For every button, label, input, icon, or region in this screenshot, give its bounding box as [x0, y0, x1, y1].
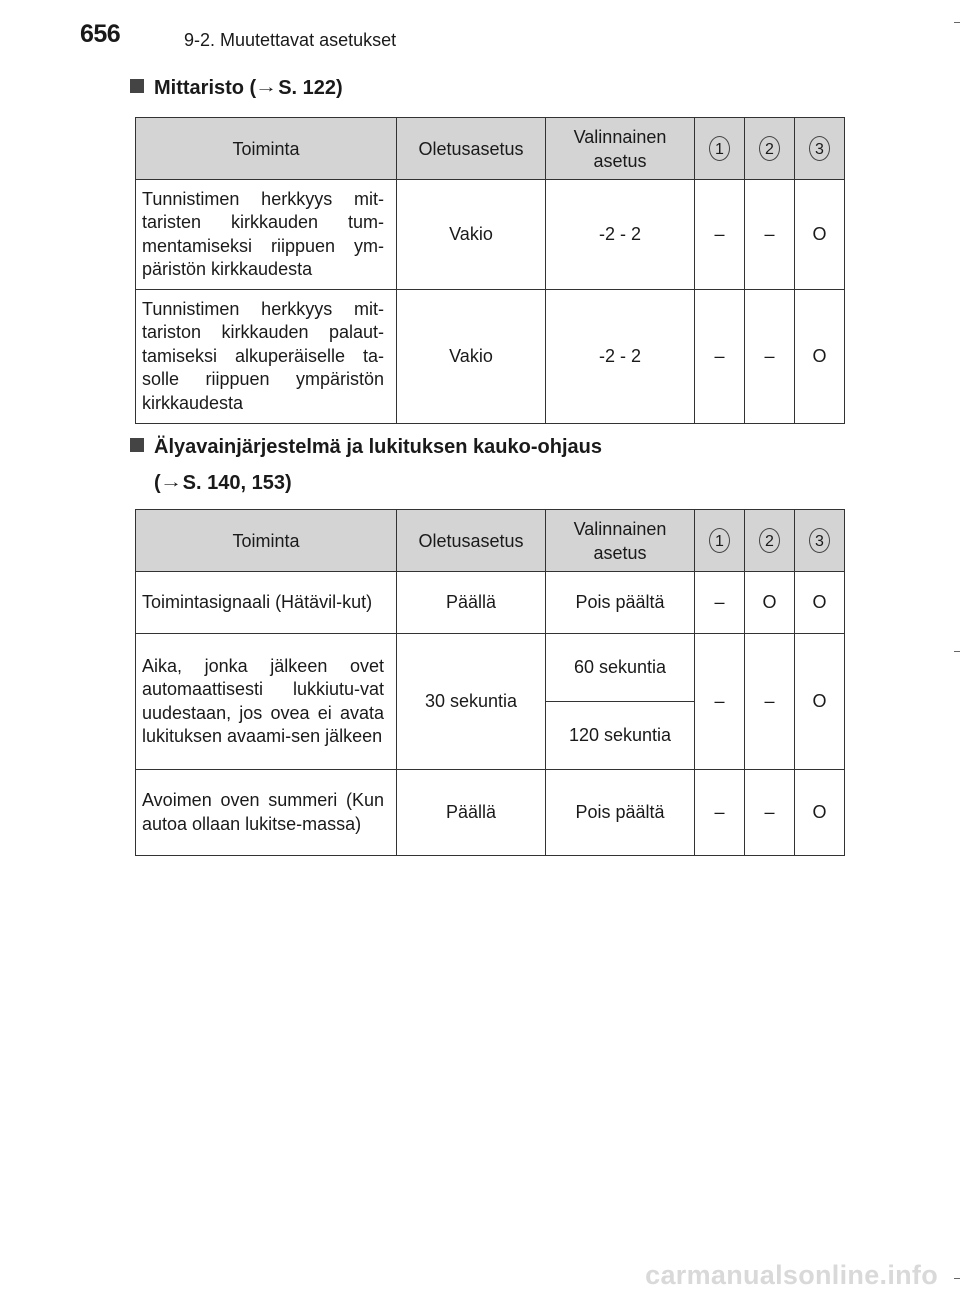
mode-3-cell: O [795, 572, 845, 634]
optional-cell: -2 - 2 [546, 290, 695, 424]
section-heading-instrument-cluster [130, 70, 343, 106]
settings-table-instrument-cluster [135, 117, 845, 424]
mode-2-cell: – [745, 770, 795, 856]
default-cell: Vakio [397, 180, 546, 290]
crop-mark [954, 22, 960, 23]
column-header-2 [745, 510, 795, 572]
reference-prefix: ( [154, 472, 161, 494]
page-number: 656 [80, 20, 121, 48]
section-heading-smart-key [130, 430, 602, 501]
optional-cell: 60 sekuntia [546, 634, 695, 702]
table-header-row [136, 510, 845, 572]
column-header-function: Toiminta [136, 510, 397, 572]
square-bullet-icon [130, 438, 144, 452]
column-header-1 [695, 510, 745, 572]
circled-number-1-icon: 1 [709, 528, 730, 553]
mode-1-cell: – [695, 770, 745, 856]
column-header-2 [745, 118, 795, 180]
mode-1-cell: – [695, 572, 745, 634]
circled-number-3-icon: 3 [809, 136, 830, 161]
arrow-right-icon: → [255, 79, 278, 96]
settings-table-smart-key [135, 509, 845, 856]
mode-1-cell: – [695, 290, 745, 424]
mode-3-cell: O [795, 180, 845, 290]
default-cell: Päällä [397, 572, 546, 634]
page-reference-link[interactable]: S. 140, 153) [182, 472, 292, 494]
column-header-1 [695, 118, 745, 180]
table-row [136, 290, 845, 424]
mode-2-cell: O [745, 572, 795, 634]
default-cell: Vakio [397, 290, 546, 424]
page-reference-link[interactable]: S. 122) [278, 77, 343, 99]
square-bullet-icon [130, 79, 144, 93]
section-reference [130, 472, 292, 494]
circled-number-3-icon: 3 [809, 528, 830, 553]
column-header-3 [795, 510, 845, 572]
column-header-default: Oletusasetus [397, 510, 546, 572]
mode-2-cell: – [745, 290, 795, 424]
mode-3-cell: O [795, 770, 845, 856]
optional-cell: -2 - 2 [546, 180, 695, 290]
column-header-optional: Valinnainen asetus [546, 118, 695, 180]
table-row [136, 770, 845, 856]
column-header-optional: Valinnainen asetus [546, 510, 695, 572]
table-row [136, 634, 845, 702]
arrow-right-icon: → [159, 474, 182, 491]
column-header-function: Toiminta [136, 118, 397, 180]
optional-cell: Pois päältä [546, 770, 695, 856]
optional-cell: Pois päältä [546, 572, 695, 634]
mode-1-cell: – [695, 180, 745, 290]
section-title: Mittaristo ( [154, 77, 257, 99]
function-cell: Aika, jonka jälkeen ovet automaattisesti lukkiutu-vat uudestaan, jos ovea ei avata lukituksen avaami-sen jälkeen [136, 634, 397, 770]
function-cell: Toimintasignaali (Hätävil-kut) [136, 572, 397, 634]
section-title: Älyavainjärjestelmä ja lukituksen kauko-ohjaus [154, 436, 602, 458]
mode-3-cell: O [795, 634, 845, 770]
chapter-title: 9-2. Muutettavat asetukset [184, 30, 397, 50]
default-cell: Päällä [397, 770, 546, 856]
circled-number-2-icon: 2 [759, 136, 780, 161]
mode-2-cell: – [745, 180, 795, 290]
function-cell: Avoimen oven summeri (Kun autoa ollaan lukitse-massa) [136, 770, 397, 856]
column-header-default: Oletusasetus [397, 118, 546, 180]
function-cell: Tunnistimen herkkyys mit-tariston kirkkauden palaut-tamiseksi alkuperäiselle ta-solle riippuen ympäristön kirkkaudesta [136, 290, 397, 424]
crop-mark [954, 1278, 960, 1279]
crop-mark [954, 651, 960, 652]
function-cell: Tunnistimen herkkyys mit-taristen kirkkauden tum-mentamiseksi riippuen ym-päristön kirkkaudesta [136, 180, 397, 290]
optional-cell: 120 sekuntia [546, 702, 695, 770]
mode-3-cell: O [795, 290, 845, 424]
circled-number-2-icon: 2 [759, 528, 780, 553]
table-row [136, 180, 845, 290]
column-header-3 [795, 118, 845, 180]
mode-1-cell: – [695, 634, 745, 770]
table-header-row [136, 118, 845, 180]
mode-2-cell: – [745, 634, 795, 770]
default-cell: 30 sekuntia [397, 634, 546, 770]
watermark: carmanualsonline.info [645, 1260, 938, 1290]
table-row [136, 572, 845, 634]
circled-number-1-icon: 1 [709, 136, 730, 161]
